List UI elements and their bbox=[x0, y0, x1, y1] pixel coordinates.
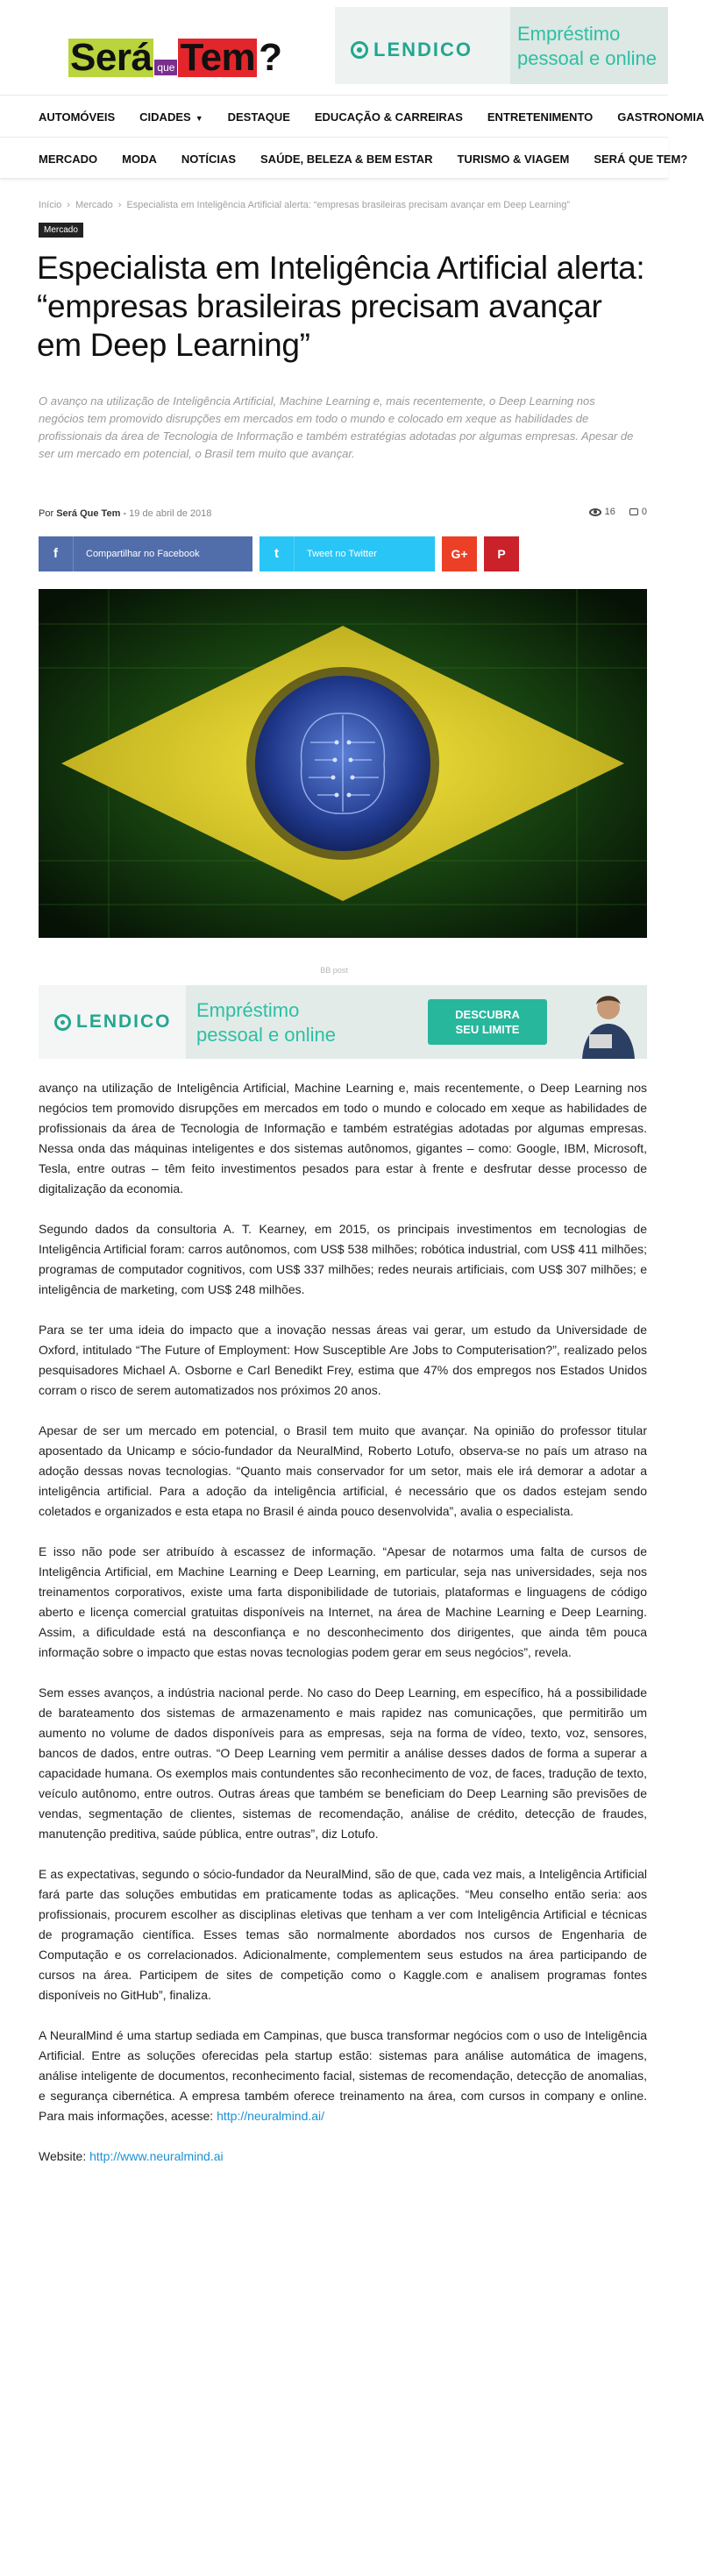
share-twitter-button[interactable] bbox=[260, 536, 435, 571]
nav-item-cidades-label: CIDADES bbox=[139, 110, 191, 124]
site-logo[interactable] bbox=[68, 23, 282, 77]
website-label: Website: bbox=[39, 2149, 87, 2163]
article-subtitle: O avanço na utilização de Inteligência Artificial, Machine Learning e, mais recentemente, o Deep Learning nos negócios tem promovido disrupções em mercados em todo o mundo e colocado em xeque as habilidades de profissionais da área de Tecnologia de Informação e também estratégias adotadas por algumas empresas. Apesar de ser um mercado em potencial, o Brasil tem muito que avançar. bbox=[39, 394, 634, 460]
nav-item-gastronomia[interactable]: GASTRONOMIA bbox=[617, 110, 704, 124]
nav-item-automoveis[interactable]: AUTOMÓVEIS bbox=[39, 110, 116, 124]
breadcrumb-section[interactable]: Mercado bbox=[75, 200, 113, 210]
article-title: Especialista em Inteligência Artificial alerta: “empresas brasileiras precisam avançar em Deep Learning” bbox=[37, 250, 645, 363]
views-count bbox=[589, 507, 615, 517]
nav-item-cidades[interactable] bbox=[139, 110, 203, 124]
header-ad-line2: pessoal e online bbox=[517, 47, 658, 69]
website-link[interactable]: http://www.neuralmind.ai bbox=[89, 2149, 224, 2163]
pinterest-icon: P bbox=[497, 547, 506, 561]
body-paragraph-4: Apesar de ser um mercado em potencial, o Brasil tem muito que avançar. Na opinião do professor titular aposentado da Unicamp e sócio-fundador da NeuralMind, Roberto Lotufo, observa-se no país um atraso na adoção dessas novas tecnologias. “Quanto mais conservador for um setor, mais ele irá demorar a adotar a inteligência artificial. Para a adoção da inteligência artificial, é necessário que os dados estejam sendo coletados e organizados e esta etapa no Brasil é ainda pouco desenvolvida”, avalia o especialista. bbox=[39, 1423, 647, 1518]
inline-ad-cta-line1: DESCUBRA bbox=[455, 1008, 520, 1021]
article-meta bbox=[39, 508, 211, 519]
body-paragraph-5: E isso não pode ser atribuído à escassez de informação. “Apesar de notarmos uma falta de cursos de Inteligência Artificial, em Machine Learning e Deep Learning, em particular, seja nas universidades, seja nos treinamentos corporativos, existe uma farta disponibilidade de tutoriais, plataformas e linguagens de código aberto e licença comercial gratuitas disponíveis na Internet, na área de Machine Learning e Deep Learning. Assim, a dificuldade está na desconfiança e no desconhecimento dos dirigentes, que ainda têm pouca informação sobre o impacto que estas novas tecnologias podem gerar em seus negócios”, revela. bbox=[39, 1544, 647, 1659]
ad-person-photo bbox=[563, 985, 647, 1059]
main-nav-row-2 bbox=[0, 137, 688, 179]
category-tag[interactable]: Mercado bbox=[39, 223, 83, 238]
inline-ad-cta-line2: SEU LIMITE bbox=[455, 1023, 520, 1036]
breadcrumb bbox=[39, 200, 570, 210]
header-ad-banner[interactable] bbox=[335, 7, 668, 84]
lendico-logo-icon bbox=[351, 41, 368, 59]
nav-item-noticias[interactable]: NOTÍCIAS bbox=[181, 152, 237, 166]
logo-part-sera: Será bbox=[70, 36, 153, 79]
comments-value: 0 bbox=[641, 507, 647, 517]
share-facebook-label: Compartilhar no Facebook bbox=[86, 549, 200, 559]
breadcrumb-chevron-icon: › bbox=[117, 200, 122, 210]
comment-icon bbox=[629, 508, 638, 515]
nav-item-entretenimento[interactable]: ENTRETENIMENTO bbox=[487, 110, 594, 124]
inline-ad-brand-text: LENDICO bbox=[76, 1011, 172, 1032]
inline-ad-line1: Empréstimo bbox=[196, 999, 300, 1021]
breadcrumb-chevron-icon: › bbox=[67, 200, 70, 210]
share-twitter-label: Tweet no Twitter bbox=[307, 549, 377, 559]
lendico-logo-icon bbox=[54, 1014, 71, 1031]
facebook-icon: f bbox=[39, 536, 74, 571]
inline-ad-line2: pessoal e online bbox=[196, 1024, 337, 1046]
meta-by: Por bbox=[39, 508, 54, 519]
body-paragraph-8 bbox=[39, 2026, 647, 2126]
header-ad-brand bbox=[351, 39, 473, 61]
nav-item-destaque[interactable]: DESTAQUE bbox=[227, 110, 290, 124]
ad-label: BB post bbox=[320, 966, 348, 975]
inline-ad-brand bbox=[54, 1011, 172, 1033]
site-header bbox=[0, 0, 668, 88]
inline-ad-banner[interactable] bbox=[39, 985, 647, 1059]
breadcrumb-home[interactable]: Início bbox=[39, 200, 62, 210]
comments-count[interactable] bbox=[629, 507, 647, 517]
main-nav-row-1 bbox=[0, 95, 704, 137]
breadcrumb-current: Especialista em Inteligência Artificial alerta: “empresas brasileiras precisam avançar em Deep Learning” bbox=[126, 200, 571, 210]
googleplus-icon: G+ bbox=[451, 547, 468, 561]
hero-brazil-ai-illustration bbox=[39, 589, 647, 938]
nav-item-mercado[interactable]: MERCADO bbox=[39, 152, 98, 166]
meta-author[interactable]: Será Que Tem bbox=[56, 508, 121, 519]
views-value: 16 bbox=[604, 507, 615, 517]
chevron-down-icon: ▼ bbox=[195, 113, 203, 123]
nav-item-turismo-viagem[interactable]: TURISMO & VIAGEM bbox=[457, 152, 570, 166]
meta-separator: - bbox=[123, 508, 130, 519]
eye-icon bbox=[589, 508, 601, 516]
body-paragraph-2: Segundo dados da consultoria A. T. Kearney, em 2015, os principais investimentos em tecnologias de Inteligência Artificial foram: carros autônomos, com US$ 538 milhões; robótica industrial, com US$ 411 milhões; programas de computador cognitivos, com US$ 337 milhões; redes neurais artificiais, com US$ 307 milhões; e inteligência de marketing, com US$ 248 milhões. bbox=[39, 1222, 647, 1296]
twitter-icon: t bbox=[260, 536, 295, 571]
body-paragraph-8-text: A NeuralMind é uma startup sediada em Campinas, que busca transformar negócios com o uso de Inteligência Artificial. Entre as soluções oferecidas pela startup estão: sistemas para análise automática de imagens, análise inteligente de documentos, reconhecimento facial, sistemas de recomendação, detecção de anomalias, e segurança cibernética. A empresa também oferece treinamento na área, com cursos in company e online. Para mais informações, acesse: bbox=[39, 2028, 647, 2123]
neuralmind-link[interactable]: http://neuralmind.ai/ bbox=[217, 2109, 325, 2123]
header-ad-brand-text: LENDICO bbox=[373, 39, 473, 60]
inline-ad-promo bbox=[186, 985, 647, 1059]
nav-item-saude-beleza[interactable]: SAÚDE, BELEZA & BEM ESTAR bbox=[260, 152, 433, 166]
nav-item-educacao-carreiras[interactable]: EDUCAÇÃO & CARREIRAS bbox=[314, 110, 463, 124]
article-stats bbox=[589, 507, 647, 517]
website-line bbox=[39, 2147, 647, 2167]
share-facebook-button[interactable] bbox=[39, 536, 252, 571]
meta-date: 19 de abril de 2018 bbox=[129, 508, 212, 519]
hero-image bbox=[39, 589, 647, 938]
logo-part-que: que bbox=[154, 60, 177, 75]
logo-part-tem: Tem bbox=[180, 36, 256, 79]
article-body bbox=[39, 1078, 647, 2187]
share-pinterest-button[interactable] bbox=[484, 536, 519, 571]
header-ad-promo bbox=[510, 7, 668, 84]
share-googleplus-button[interactable] bbox=[442, 536, 477, 571]
nav-item-moda[interactable]: MODA bbox=[122, 152, 157, 166]
inline-ad-cta-button[interactable] bbox=[428, 999, 547, 1045]
nav-item-sera-que-tem[interactable]: SERÁ QUE TEM? bbox=[594, 152, 688, 166]
body-paragraph-7: E as expectativas, segundo o sócio-fundador da NeuralMind, são de que, cada vez mais, a Inteligência Artificial fará parte das soluções embutidas em praticamente todas as aplicações. “Meu conselho então seria: aos profissionais, procurem escolher as disciplinas eletivas que tenham a ver com Inteligência Artificial e técnicas de programação científica. Esses temas são normalmente abordados nos cursos de Engenharia de Computação e os correlacionados. Adicionalmente, complementem seus estudos na área participando de cursos na área. Participem de sites de competição como o Kaggle.com e analisem programas fontes disponíveis no GitHub”, finaliza. bbox=[39, 1867, 647, 2002]
logo-question-mark: ? bbox=[259, 36, 283, 79]
header-ad-line1: Empréstimo bbox=[517, 23, 621, 45]
body-paragraph-3: Para se ter uma ideia do impacto que a inovação nessas áreas vai gerar, um estudo da Universidade de Oxford, intitulado “The Future of Employment: How Susceptible Are Jobs to Computerisation?”, realizado pelos pesquisadores Michael A. Osborne e Carl Benedikt Frey, estima que 47% dos empregos nos Estados Unidos corram o risco de serem automatizados nos próximos 20 anos. bbox=[39, 1323, 647, 1397]
body-paragraph-1: avanço na utilização de Inteligência Artificial, Machine Learning e, mais recentemente, o Deep Learning nos negócios tem promovido disrupções em mercados em todo o mundo e colocado em xeque as habilidades de profissionais da área de Tecnologia de Informação e também estratégias adotadas por algumas empresas. Nessa onda das máquinas inteligentes e dos sistemas autônomos, gigantes – como: Google, IBM, Microsoft, Tesla, entre outras – têm feito investimentos pesados para estar à frente e desfrutar desse processo de digitalização da economia. bbox=[39, 1081, 647, 1196]
body-paragraph-6: Sem esses avanços, a indústria nacional perde. No caso do Deep Learning, em específico, há a possibilidade de barateamento dos sistemas de armazenamento e mais rapidez nas comunicações, que permitirão um aumento no volume de dados disponíveis para as empresas, seja na forma de vídeo, texto, voz, sensores, bancos de dados, entre outras. “O Deep Learning vem permitir a análise desses dados de forma a superar a capacidade humana. Os exemplos mais contundentes são reconhecimento de voz, de faces, tradução de texto, veículo autônomo, entre outros. Outras áreas que também se beneficiam do Deep Learning são previsões de vendas, segmentação de clientes, sistemas de recomendação, análise de crédito, detecção de fraudes, manutenção preditiva, saúde pública, entre outras”, diz Lotufo. bbox=[39, 1685, 647, 1841]
